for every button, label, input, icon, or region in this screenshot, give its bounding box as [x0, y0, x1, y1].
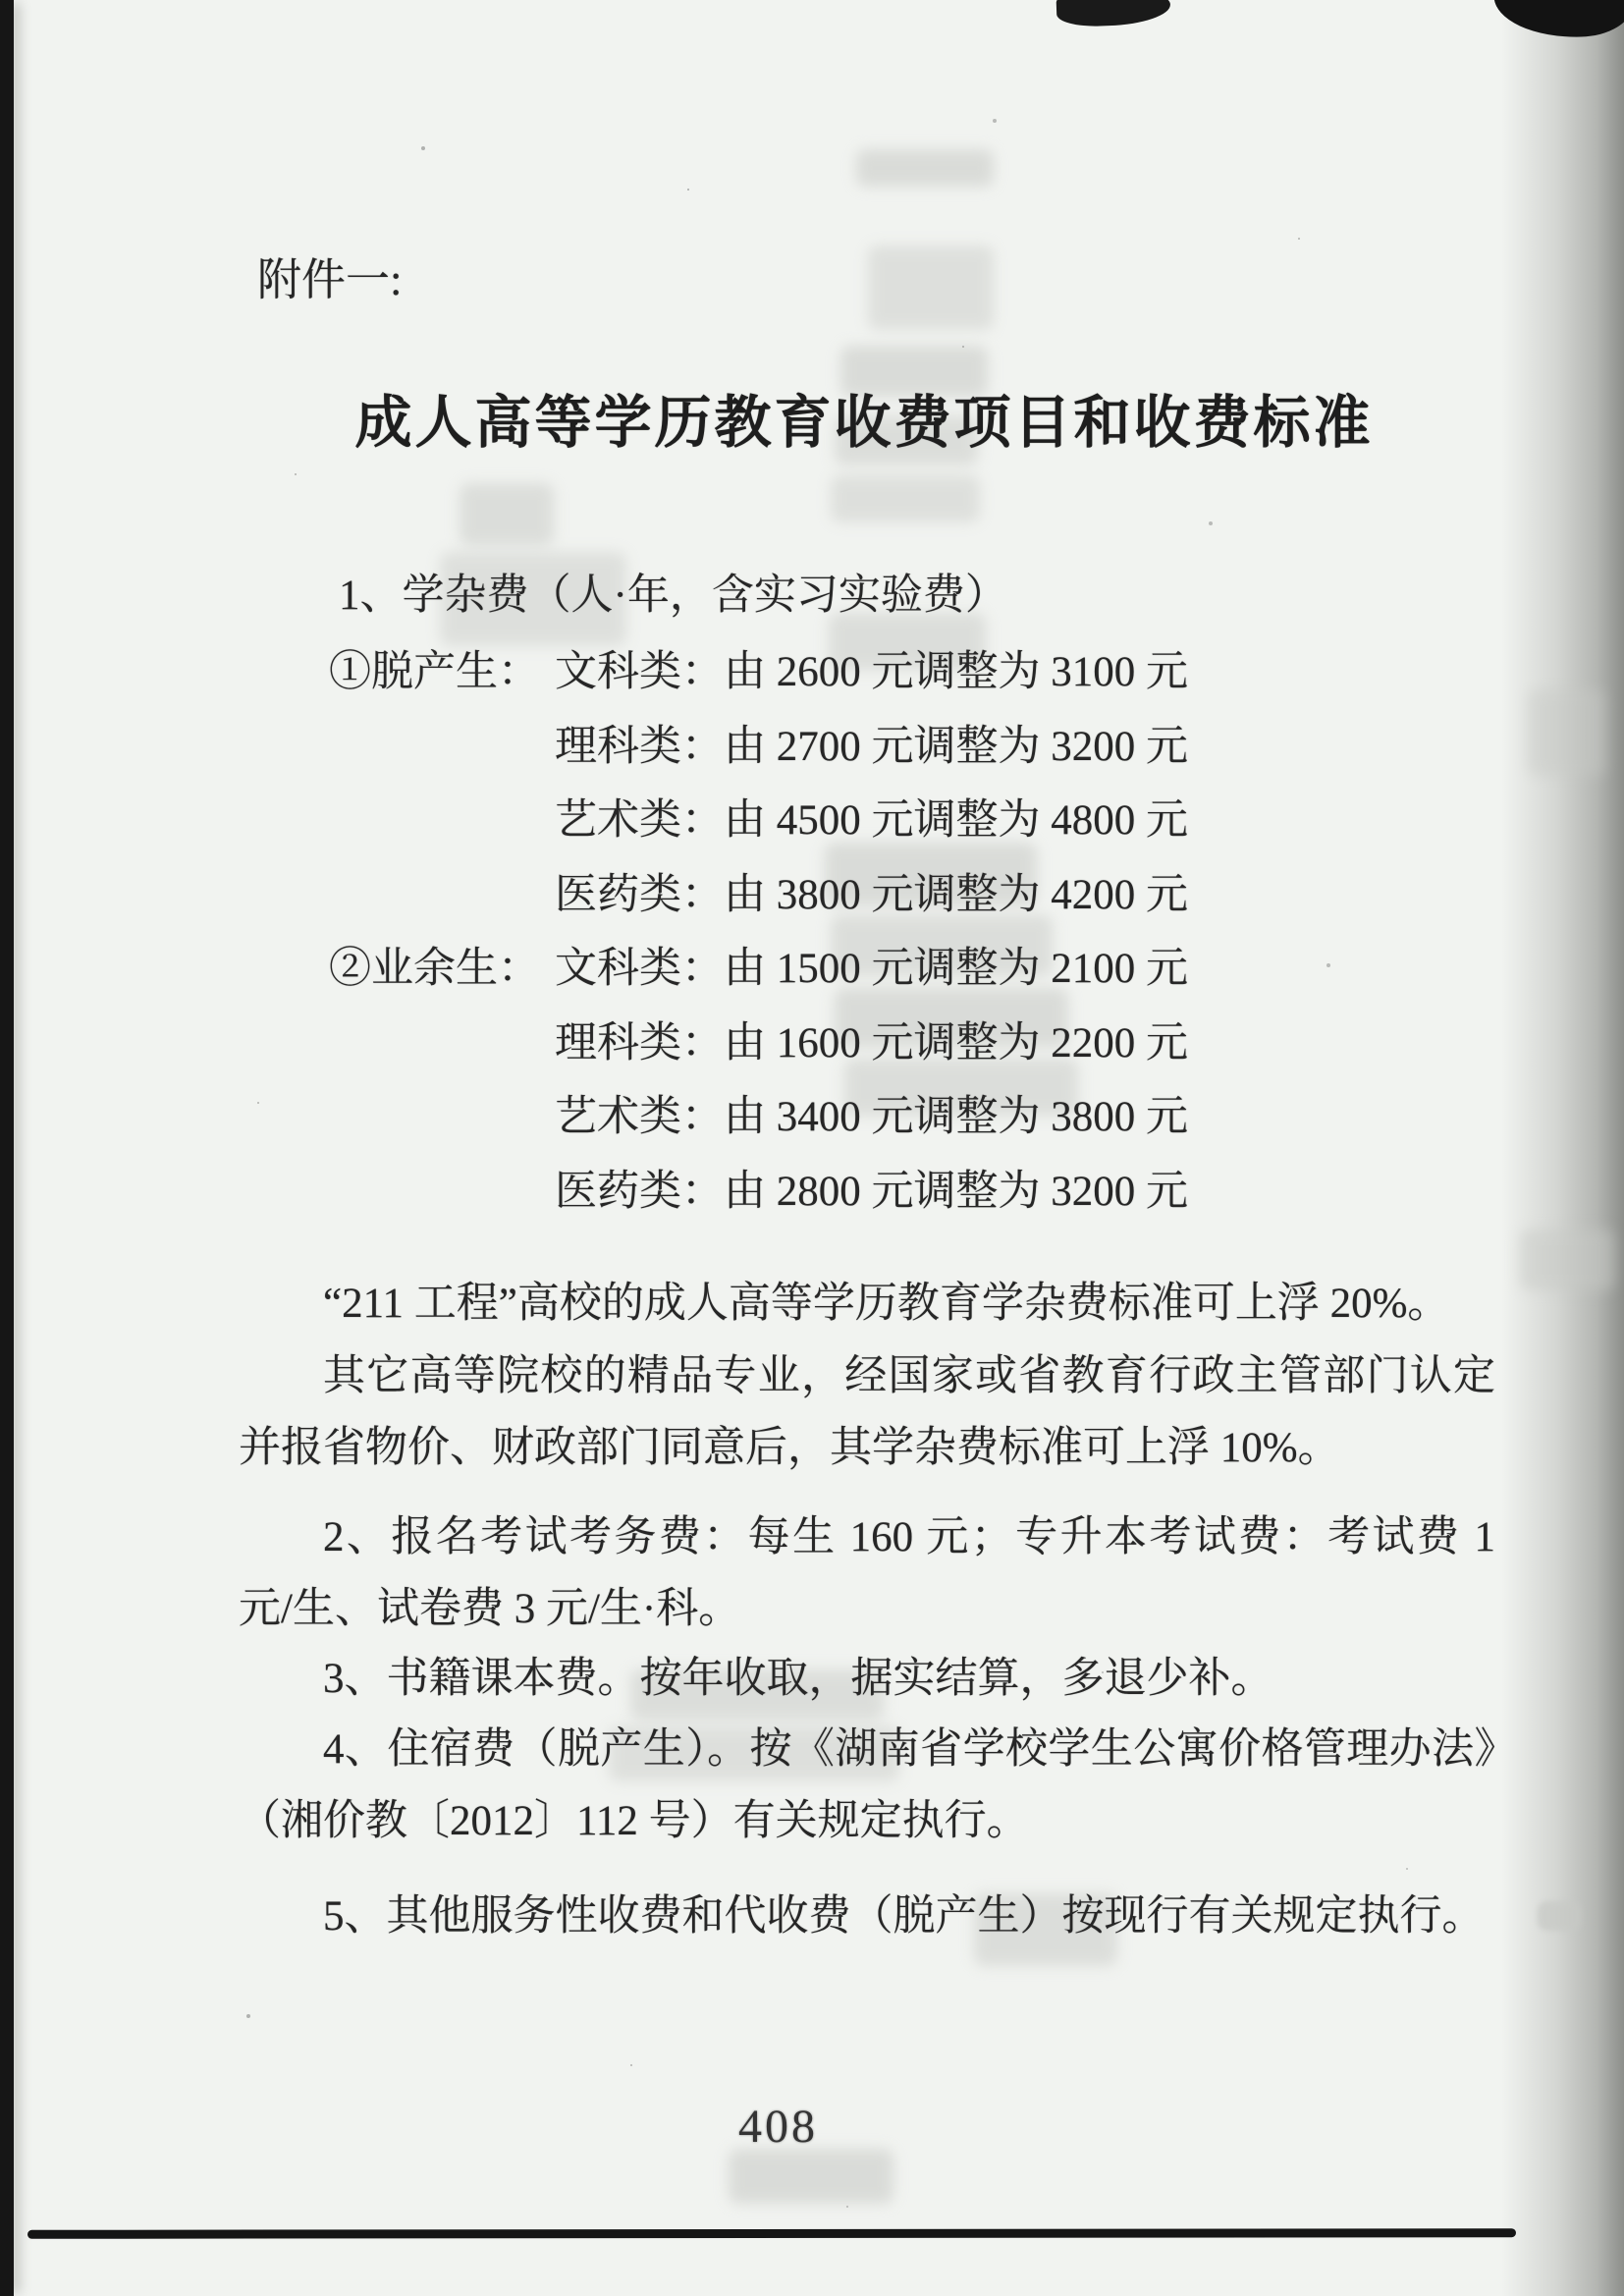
section-4-paragraph: 4、住宿费（脱产生）。按《湖南省学校学生公寓价格管理办法》（湘价教〔2012〕112 号）有关规定执行。: [239, 1726, 1495, 1844]
fee-category: 理科类：: [555, 1019, 724, 1066]
fee-category: 文科类：: [555, 946, 724, 992]
fee-category: 艺术类：: [555, 797, 724, 844]
fee-row: [329, 1158, 1188, 1232]
section-2-paragraph: 2、报名考试考务费：每生 160 元；专升本考试费：考试费 1 元/生、试卷费 3 元/生·科。: [239, 1514, 1495, 1632]
fee-adjustment: 由 1600 元调整为 2200 元: [724, 1019, 1188, 1066]
scan-bottom-rule: [27, 2228, 1516, 2239]
fee-group-label: ①脱产生：: [329, 649, 540, 695]
fee-category: 艺术类：: [555, 1094, 724, 1140]
bleed-through-smudge: [868, 246, 994, 330]
fee-adjustment: 由 3800 元调整为 4200 元: [724, 871, 1188, 918]
fee-row: [329, 1083, 1188, 1158]
fee-row: [329, 861, 1188, 936]
fee-group-label: [329, 1158, 555, 1232]
attachment-label: 附件一:: [257, 255, 403, 304]
note-other-colleges: 其它高等院校的精品专业，经国家或省教育行政主管部门认定并报省物价、财政部门同意后，其学杂费标准可上浮 10%。: [239, 1353, 1495, 1471]
bleed-through-smudge: [856, 149, 994, 187]
bleed-through-smudge: [729, 2149, 893, 2204]
bleed-through-smudge: [460, 483, 554, 546]
fee-row: [329, 713, 1188, 788]
fee-category: 医药类：: [555, 871, 724, 918]
page-number: 408: [738, 2101, 818, 2153]
fee-adjustment: 由 4500 元调整为 4800 元: [724, 797, 1188, 844]
fee-category: 文科类：: [555, 649, 724, 695]
fee-adjustment: 由 2700 元调整为 3200 元: [724, 723, 1188, 770]
fee-adjustment: 由 3400 元调整为 3800 元: [724, 1094, 1188, 1140]
fee-group-label: [329, 1083, 555, 1158]
scan-corner-mark-top-center: [1056, 0, 1170, 27]
scan-left-edge: [0, 0, 14, 2296]
fee-row: [329, 935, 1188, 1010]
bleed-through-smudge: [1528, 689, 1604, 776]
fee-group-label: ②业余生：: [329, 946, 540, 992]
fee-group-label: [329, 861, 555, 936]
fee-adjustment: 由 2800 元调整为 3200 元: [724, 1168, 1188, 1215]
fee-category: 医药类：: [555, 1168, 724, 1215]
margin-mark: [1538, 1901, 1581, 1931]
scan-right-edge-shadow: [1501, 0, 1624, 2296]
note-211-project: “211 工程”高校的成人高等学历教育学杂费标准可上浮 20%。: [323, 1281, 1450, 1327]
fee-row: [329, 787, 1188, 861]
section-3-paragraph: 3、书籍课本费。按年收取，据实结算，多退少补。: [323, 1656, 1273, 1702]
fee-row: [329, 638, 1188, 713]
section-5-paragraph: 5、其他服务性收费和代收费（脱产生）按现行有关规定执行。: [323, 1893, 1485, 1940]
fee-row: [329, 1010, 1188, 1084]
dust-specks: [0, 0, 2, 2]
fee-adjustment: 由 1500 元调整为 2100 元: [724, 946, 1188, 992]
fee-category: 理科类：: [555, 723, 724, 770]
fee-group-label: [329, 1010, 555, 1084]
fee-table: [329, 638, 1188, 1231]
fee-group-label: [329, 787, 555, 861]
document-title: 成人高等学历教育收费项目和收费标准: [354, 391, 1374, 455]
fee-adjustment: 由 2600 元调整为 3100 元: [724, 649, 1188, 695]
bleed-through-smudge: [831, 475, 980, 522]
bleed-through-smudge: [1520, 1230, 1614, 1290]
fee-group-label: [329, 713, 555, 788]
section-1-heading: 1、学杂费（人·年，含实习实验费）: [339, 573, 1007, 619]
